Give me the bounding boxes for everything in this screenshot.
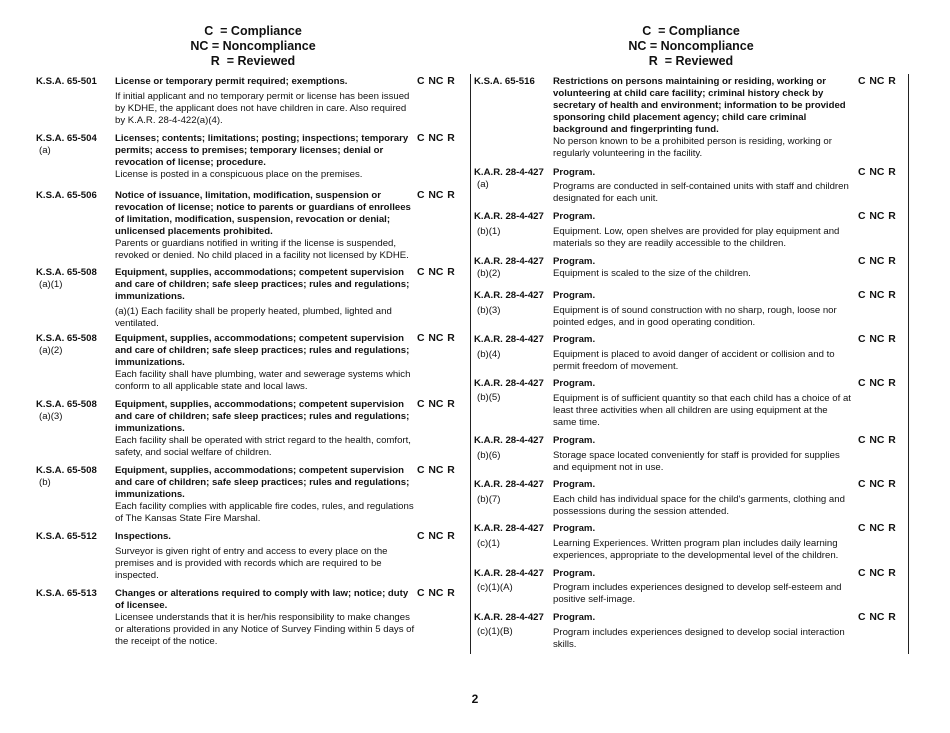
regulation-ref: [36, 133, 97, 157]
regulation-title: Program.: [553, 334, 596, 345]
regulation-subsection: (a)(3): [39, 411, 63, 422]
column-divider: [470, 74, 471, 654]
compliance-codes[interactable]: C NC R: [417, 399, 455, 410]
compliance-codes[interactable]: C NC R: [417, 76, 455, 87]
regulation-body: [553, 435, 851, 474]
regulation-title: Inspections.: [115, 531, 171, 542]
regulation-ref: [36, 399, 97, 423]
regulation-description: Each facility shall be operated with strict regard to the health, comfort, safety, and social welfare of children.: [115, 435, 411, 458]
compliance-codes[interactable]: C NC R: [417, 465, 455, 476]
regulation-description: Learning Experiences. Written program plan includes daily learning experiences, appropriate to the developmental level of the children.: [553, 538, 839, 561]
compliance-codes[interactable]: C NC R: [858, 167, 896, 178]
regulation-body: [115, 333, 415, 393]
regulation-body: [553, 76, 851, 160]
regulation-subsection: (b)(2): [477, 268, 501, 279]
legend-noncompliance: NC = Noncompliance: [628, 39, 754, 53]
regulation-description: (a)(1) Each facility shall be properly heated, plumbed, lighted and ventilated.: [115, 306, 392, 329]
compliance-codes[interactable]: C NC R: [858, 76, 896, 87]
compliance-codes[interactable]: C NC R: [858, 435, 896, 446]
right-border: [908, 74, 909, 654]
regulation-ref: [474, 211, 544, 238]
regulation-subsection: (c)(1): [477, 538, 500, 549]
regulation-body: [115, 399, 415, 459]
regulation-code: K.S.A. 65-508: [36, 333, 97, 344]
regulation-ref: [474, 290, 544, 317]
regulation-body: [115, 133, 415, 181]
regulation-title: Program.: [553, 612, 596, 623]
regulation-code: K.S.A. 65-501: [36, 76, 97, 87]
regulation-code: K.A.R. 28-4-427: [474, 211, 544, 222]
regulation-subsection: (b)(1): [477, 226, 501, 237]
regulation-description: Parents or guardians notified in writing if the license is suspended, revoked or denied. No child placed in a facility not licensed by KDHE.: [115, 238, 409, 261]
regulation-description: Each child has individual space for the child's garments, clothing and possessions during the session attended.: [553, 494, 845, 517]
regulation-subsection: (b)(4): [477, 349, 501, 360]
regulation-description: Equipment is of sufficient quantity so that each child has a choice of at least three activities when all children are using equipment at the same time.: [553, 393, 851, 428]
regulation-description: If initial applicant and no temporary permit or license has been issued by KDHE, the applicant does not have children in care. Also required by K.A.R. 28-4-422(a)(4).: [115, 91, 410, 126]
regulation-ref: [474, 612, 544, 638]
regulation-body: [553, 568, 851, 606]
compliance-codes[interactable]: C NC R: [858, 290, 896, 301]
regulation-ref: [474, 435, 544, 462]
regulation-title: Program.: [553, 256, 596, 267]
regulation-title: Program.: [553, 290, 596, 301]
regulation-subsection: (b)(5): [477, 392, 501, 403]
compliance-codes[interactable]: C NC R: [858, 334, 896, 345]
regulation-description: Surveyor is given right of entry and access to every place on the premises and is provided with records which are required to be inspected.: [115, 546, 388, 581]
legend-compliance: C = Compliance: [204, 24, 302, 38]
compliance-codes[interactable]: C NC R: [417, 333, 455, 344]
regulation-body: [553, 211, 851, 250]
regulation-description: Storage space located conveniently for staff is provided for supplies and equipment not in use.: [553, 450, 840, 473]
regulation-ref: [36, 588, 97, 600]
regulation-ref: [474, 167, 544, 191]
regulation-code: K.A.R. 28-4-427: [474, 523, 544, 534]
regulation-body: [115, 76, 415, 127]
page-number: 2: [471, 692, 479, 706]
regulation-title: Program.: [553, 523, 596, 534]
regulation-ref: [474, 568, 544, 594]
legend-left: [103, 24, 403, 69]
regulation-title: Equipment, supplies, accommodations; competent supervision and care of children; safe sleep practices; rules and regulations; immunizations.: [115, 333, 410, 368]
regulation-body: [553, 612, 851, 651]
regulation-title: Notice of issuance, limitation, modification, suspension or revocation of license; notice to parents or guardians of enrollees of limitation, modification, suspension, revocation or denial; unlicensed placements prohibited.: [115, 190, 411, 237]
regulation-title: Restrictions on persons maintaining or residing, working or volunteering at child care facility; criminal history check by secretary of health and environment; information to be provided sponsoring child placement agency; child care criminal background and fingerprinting fund.: [553, 76, 846, 135]
regulation-ref: [36, 76, 97, 88]
regulation-subsection: (b)(6): [477, 450, 501, 461]
regulation-body: [115, 267, 415, 330]
regulation-ref: [36, 333, 97, 357]
regulation-body: [115, 465, 415, 525]
regulation-code: K.A.R. 28-4-427: [474, 612, 544, 623]
regulation-body: [553, 378, 851, 429]
regulation-description: Licensee understands that it is her/his responsibility to make changes or alterations provided in any Notice of Survey Finding within 5 days of the receipt of the notice.: [115, 612, 415, 647]
regulation-description: Program includes experiences designed to develop self-esteem and positive self-image.: [553, 582, 842, 605]
regulation-code: K.S.A. 65-512: [36, 531, 97, 542]
regulation-subsection: (a)(1): [39, 279, 63, 290]
regulation-description: No person known to be a prohibited person is residing, working or regularly volunteering in the facility.: [553, 136, 832, 159]
regulation-code: K.S.A. 65-508: [36, 399, 97, 410]
compliance-codes[interactable]: C NC R: [417, 190, 455, 201]
regulation-title: Equipment, supplies, accommodations; competent supervision and care of children; safe sleep practices; rules and regulations; immunizations.: [115, 399, 410, 434]
regulation-title: Program.: [553, 435, 596, 446]
regulation-ref: [36, 465, 97, 489]
compliance-codes[interactable]: C NC R: [417, 588, 455, 599]
regulation-ref: [474, 334, 544, 361]
regulation-description: Equipment. Low, open shelves are provided for play equipment and materials so they are readily accessible to the children.: [553, 226, 840, 249]
regulation-subsection: (b)(3): [477, 305, 501, 316]
regulation-code: K.A.R. 28-4-427: [474, 167, 544, 178]
regulation-description: Equipment is of sound construction with no sharp, rough, loose nor pointed edges, and in good operating condition.: [553, 305, 837, 328]
regulation-code: K.A.R. 28-4-427: [474, 479, 544, 490]
regulation-code: K.A.R. 28-4-427: [474, 568, 544, 579]
regulation-description: Each facility complies with applicable fire codes, rules, and regulations of The Kansas State Fire Marshal.: [115, 501, 414, 524]
regulation-description: Each facility shall have plumbing, water and sewerage systems which conform to all applicable state and local laws.: [115, 369, 411, 392]
legend-compliance: C = Compliance: [642, 24, 740, 38]
regulation-title: Program.: [553, 211, 596, 222]
regulation-title: Licenses; contents; limitations; posting; inspections; temporary permits; access to premises; temporary licenses; denial or revocation of license; procedure.: [115, 133, 409, 168]
regulation-body: [553, 334, 851, 373]
regulation-ref: [474, 479, 544, 506]
regulation-subsection: (c)(1)(B): [477, 626, 513, 637]
regulation-ref: [36, 531, 97, 543]
regulation-body: [553, 167, 851, 205]
regulation-code: K.S.A. 65-508: [36, 267, 97, 278]
regulation-code: K.A.R. 28-4-427: [474, 435, 544, 446]
regulation-description: Programs are conducted in self-contained units with staff and children designated for each unit.: [553, 181, 849, 204]
compliance-codes[interactable]: C NC R: [417, 531, 455, 542]
regulation-code: K.S.A. 65-513: [36, 588, 97, 599]
compliance-codes[interactable]: C NC R: [417, 133, 455, 144]
compliance-codes[interactable]: C NC R: [858, 479, 896, 490]
regulation-title: Equipment, supplies, accommodations; competent supervision and care of children; safe sleep practices; rules and regulations; immunizations.: [115, 465, 410, 500]
legend-reviewed: R = Reviewed: [210, 54, 296, 68]
regulation-ref: [36, 190, 97, 202]
legend-right: [541, 24, 841, 69]
regulation-body: [115, 531, 415, 582]
regulation-code: K.S.A. 65-516: [474, 76, 535, 87]
regulation-code: K.A.R. 28-4-427: [474, 334, 544, 345]
compliance-codes[interactable]: C NC R: [858, 568, 896, 579]
regulation-body: [115, 190, 415, 262]
regulation-ref: [36, 267, 97, 291]
regulation-description: Equipment is scaled to the size of the children.: [553, 268, 751, 279]
regulation-code: K.A.R. 28-4-427: [474, 378, 544, 389]
compliance-codes[interactable]: C NC R: [858, 211, 896, 222]
regulation-code: K.A.R. 28-4-427: [474, 256, 544, 267]
regulation-code: K.S.A. 65-508: [36, 465, 97, 476]
regulation-body: [115, 588, 415, 648]
regulation-description: Program includes experiences designed to develop social interaction skills.: [553, 627, 845, 650]
regulation-title: Program.: [553, 167, 596, 178]
regulation-subsection: (a): [477, 179, 489, 190]
regulation-description: Equipment is placed to avoid danger of accident or collision and to permit freedom of movement.: [553, 349, 835, 372]
regulation-title: Program.: [553, 479, 596, 490]
regulation-body: [553, 256, 851, 280]
regulation-title: Program.: [553, 378, 596, 389]
regulation-subsection: (b)(7): [477, 494, 501, 505]
regulation-subsection: (a): [39, 145, 51, 156]
regulation-code: K.S.A. 65-506: [36, 190, 97, 201]
compliance-codes[interactable]: C NC R: [858, 523, 896, 534]
regulation-title: Changes or alterations required to comply with law; notice; duty of licensee.: [115, 588, 409, 611]
compliance-codes[interactable]: C NC R: [417, 267, 455, 278]
legend-reviewed: R = Reviewed: [648, 54, 734, 68]
regulation-title: Program.: [553, 568, 596, 579]
regulation-code: K.S.A. 65-504: [36, 133, 97, 144]
regulation-code: K.A.R. 28-4-427: [474, 290, 544, 301]
regulation-ref: [474, 378, 544, 404]
compliance-codes[interactable]: C NC R: [858, 612, 896, 623]
regulation-ref: [474, 523, 544, 550]
regulation-title: Equipment, supplies, accommodations; competent supervision and care of children; safe sleep practices; rules and regulations; immunizations.: [115, 267, 410, 302]
regulation-subsection: (c)(1)(A): [477, 582, 513, 593]
compliance-codes[interactable]: C NC R: [858, 378, 896, 389]
regulation-body: [553, 290, 851, 329]
regulation-body: [553, 479, 851, 518]
legend-noncompliance: NC = Noncompliance: [190, 39, 316, 53]
regulation-ref: [474, 256, 544, 280]
regulation-subsection: (a)(2): [39, 345, 63, 356]
compliance-codes[interactable]: C NC R: [858, 256, 896, 267]
regulation-title: License or temporary permit required; exemptions.: [115, 76, 348, 87]
regulation-ref: [474, 76, 535, 88]
regulation-description: License is posted in a conspicuous place on the premises.: [115, 169, 363, 180]
regulation-body: [553, 523, 851, 562]
regulation-subsection: (b): [39, 477, 51, 488]
